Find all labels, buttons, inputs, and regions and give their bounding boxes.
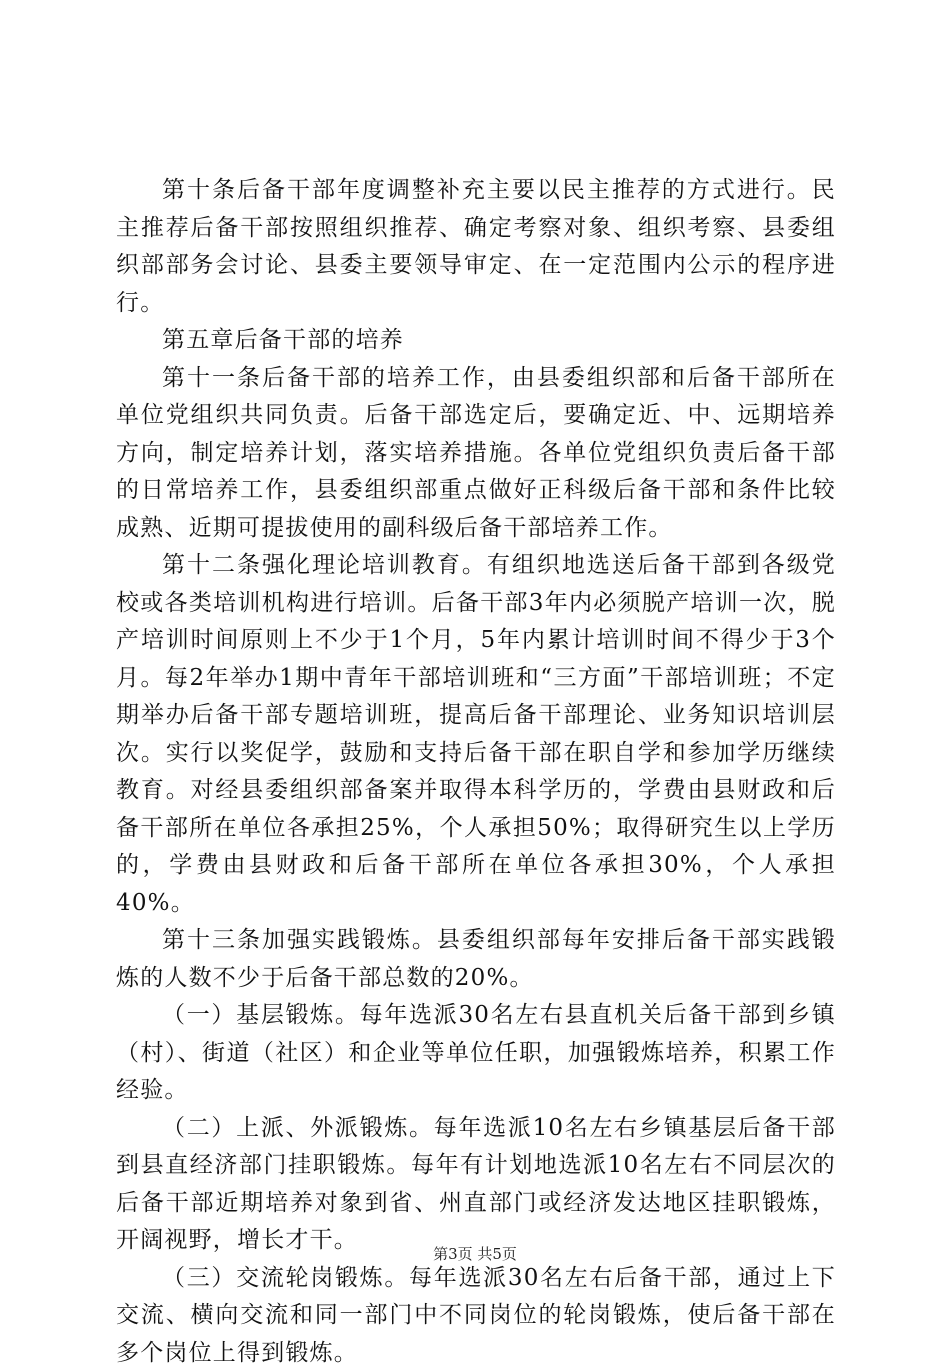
paragraph-article-10: 第十条后备干部年度调整补充主要以民主推荐的方式进行。民主推荐后备干部按照组织推荐、确定考察对象、组织考察、县委组织部部务会讨论、县委主要领导审定、在一定范围内公示的程序进行。 — [116, 172, 836, 322]
paragraph-article-11: 第十一条后备干部的培养工作，由县委组织部和后备干部所在单位党组织共同负责。后备干部选定后，要确定近、中、远期培养方向，制定培养计划，落实培养措施。各单位党组织负责后备干部的日常培养工作，县委组织部重点做好正科级后备干部和条件比较成熟、近期可提拔使用的副科级后备干部培养工作。 — [116, 360, 836, 548]
paragraph-item-1: （一）基层锻炼。每年选派30名左右县直机关后备干部到乡镇（村）、街道（社区）和企业等单位任职，加强锻炼培养，积累工作经验。 — [116, 997, 836, 1110]
document-body — [116, 172, 836, 1372]
page-number-footer: 第3页 共5页 — [0, 1243, 950, 1264]
paragraph-item-3: （三）交流轮岗锻炼。每年选派30名左右后备干部，通过上下交流、横向交流和同一部门中不同岗位的轮岗锻炼，使后备干部在多个岗位上得到锻炼。 — [116, 1260, 836, 1372]
paragraph-article-12: 第十二条强化理论培训教育。有组织地选送后备干部到各级党校或各类培训机构进行培训。后备干部3年内必须脱产培训一次，脱产培训时间原则上不少于1个月，5年内累计培训时间不得少于3个月。每2年举办1期中青年干部培训班和“三方面”干部培训班；不定期举办后备干部专题培训班，提高后备干部理论、业务知识培训层次。实行以奖促学，鼓励和支持后备干部在职自学和参加学历继续教育。对经县委组织部备案并取得本科学历的，学费由县财政和后备干部所在单位各承担25%，个人承担50%；取得研究生以上学历的，学费由县财政和后备干部所在单位各承担30%，个人承担40%。 — [116, 547, 836, 922]
chapter-heading: 第五章后备干部的培养 — [116, 322, 836, 360]
paragraph-article-13: 第十三条加强实践锻炼。县委组织部每年安排后备干部实践锻炼的人数不少于后备干部总数的20%。 — [116, 922, 836, 997]
paragraph-item-2: （二）上派、外派锻炼。每年选派10名左右乡镇基层后备干部到县直经济部门挂职锻炼。每年有计划地选派10名左右不同层次的后备干部近期培养对象到省、州直部门或经济发达地区挂职锻炼，开阔视野，增长才干。 — [116, 1110, 836, 1260]
